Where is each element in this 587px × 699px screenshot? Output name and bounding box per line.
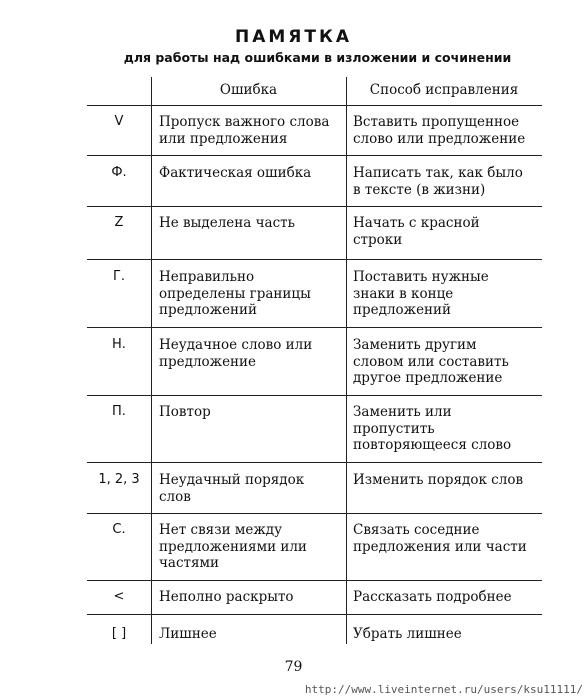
error-mark: 1, 2, 3 [98, 472, 140, 487]
fix-cell: Заменить или пропустить повторяющееся слово [353, 404, 512, 453]
column-divider [151, 77, 152, 644]
table-divider [87, 395, 542, 396]
fix-cell: Вставить пропущенное слово или предложение [353, 114, 526, 147]
error-mark: Н. [112, 337, 126, 352]
error-cell: Повтор [159, 404, 211, 420]
fix-cell: Начать с красной строки [353, 215, 480, 248]
error-mark: П. [112, 404, 126, 419]
error-mark: V [114, 114, 124, 129]
header-error: Ошибка [219, 82, 278, 98]
error-cell: Нет связи между предложениями или частями [159, 522, 307, 571]
error-cell: Фактическая ошибка [159, 165, 312, 181]
error-cell: Лишнее [159, 626, 217, 642]
error-mark: < [113, 589, 125, 604]
page-subtitle: для работы над ошибками в изложении и сочинении [123, 50, 512, 65]
error-cell: Неудачное слово или предложение [159, 337, 313, 370]
table-divider [87, 327, 542, 328]
fix-cell: Заменить другим словом или составить другое предложение [353, 337, 509, 386]
page-title: ПАМЯТКА [234, 27, 353, 47]
fix-cell: Поставить нужные знаки в конце предложений [353, 269, 489, 318]
fix-cell: Убрать лишнее [353, 626, 462, 642]
table-divider [87, 580, 542, 581]
error-mark: Z [114, 215, 124, 230]
watermark: http://www.liveinternet.ru/users/ksu11111/ [304, 683, 583, 696]
error-mark: [ ] [111, 626, 127, 641]
table-divider [87, 462, 542, 463]
fix-cell: Написать так, как было в тексте (в жизни) [353, 165, 523, 198]
error-cell: Неудачный порядок слов [159, 472, 305, 505]
error-cell: Не выделена часть [159, 215, 295, 231]
table-divider [87, 155, 542, 156]
header-mark [87, 77, 151, 104]
table-divider [87, 206, 542, 207]
table-divider [87, 259, 542, 260]
fix-cell: Изменить порядок слов [353, 472, 524, 488]
error-cell: Пропуск важного слова или предложения [159, 114, 330, 147]
table-divider [87, 513, 542, 514]
table-divider [87, 614, 542, 615]
page-number: 79 [284, 659, 303, 675]
error-mark: Г. [112, 269, 126, 284]
fix-cell: Рассказать подробнее [353, 589, 512, 605]
error-mark: Ф. [111, 165, 127, 180]
error-mark: С. [112, 522, 126, 537]
header-fix: Способ исправления [369, 82, 519, 98]
error-cell: Неправильно определены границы предложений [159, 269, 311, 318]
table-divider [87, 105, 542, 106]
fix-cell: Связать соседние предложения или части [353, 522, 527, 555]
error-cell: Неполно раскрыто [159, 589, 294, 605]
